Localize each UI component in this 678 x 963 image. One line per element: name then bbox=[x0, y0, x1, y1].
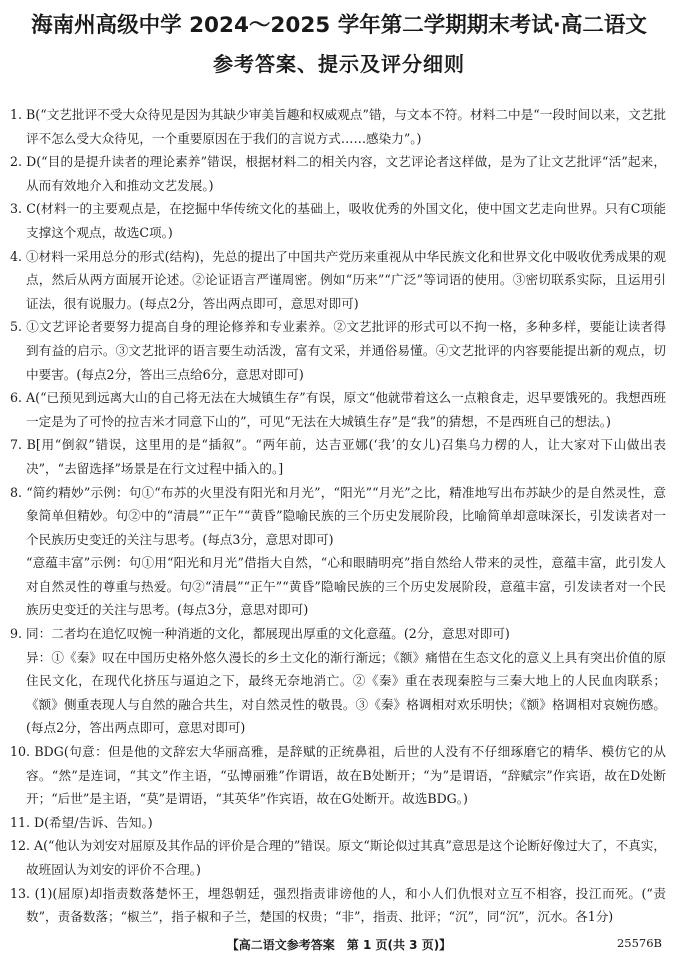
answer-item: 10. BDG(句意：但是他的文辞宏大华丽高雅，是辞赋的正统鼻祖，后世的人没有不仔细琢磨它的精华、模仿它的从容。“然”是连词，“其文”作主语，“弘博丽雅”作谓语，故在B处断开；“为”是谓语，“辞赋宗”作宾语，故在D处断开；“后世”是主语，“莫”是谓语，“其英华”作宾语，故在G处断开。故选BDG。) bbox=[10, 744, 666, 807]
page-subtitle: 参考答案、提示及评分细则 bbox=[213, 52, 465, 76]
page-footer bbox=[0, 936, 678, 956]
answer-item: 4. ①材料一采用总分的形式(结构)，先总的提出了中国共产党历来重视从中华民族文化和世界文化中吸收优秀成果的观点，然后从两方面展开论述。②论证语言严谨周密。例如“历来”“广泛”等词语的使用。③密切联系实际，且运用引证法，很有说服力。(每点2分，答出两点即可，意思对即可) bbox=[10, 248, 666, 311]
answer-continuation: 异：①《秦》叹在中国历史格外悠久漫长的乡土文化的渐行渐远；《额》痛惜在生态文化的意义上具有突出价值的原住民文化，在现代化挤压与逼迫之下，最终无奈地消亡。②《秦》重在表现秦腔与三秦大地上的人民血肉联系；《额》侧重表现人与自然的融合共生，对自然灵性的敬畏。③《秦》格调相对欢乐明快；《额》格调相对哀婉伤感。(每点2分，答出两点即可，意思对即可) bbox=[26, 649, 666, 736]
answer-item: 5. ①文艺评论者要努力提高自身的理论修养和专业素养。②文艺批评的形式可以不拘一格，多种多样，要能让读者得到有益的启示。③文艺批评的语言要生动活泼，富有文采，并通俗易懂。④文艺批评的内容要能提出新的观点，切中要害。(每点2分，答出三点给6分，意思对即可) bbox=[10, 319, 666, 382]
answer-item: 12. A(“他认为刘安对屈原及其作品的评价是合理的”错误。原文“斯论似过其真”意思是这个论断好像过大了，不真实，故班固认为刘安的评价不合理。) bbox=[10, 838, 666, 877]
answer-item: 13. (1)(屈原)却指责数落楚怀王，埋怨朝廷，强烈指责诽谤他的人，和小人们仇恨对立互不相容，投江而死。(“责数”，责备数落；“椒兰”，指子椒和子兰，楚国的权贵；“非”，指责、批评；“沉”，同“沉”，沉水。各1分) bbox=[10, 885, 666, 925]
answer-continuation: “意蕴丰富”示例：句①用“阳光和月光”借指大自然，“心和眼睛明亮”指自然给人带来的灵性，意蕴丰富，此引发人对自然灵性的尊重与热爱。句②“清晨”“正午”“黄昏”隐喻民族的三个历史发展阶段，意蕴丰富，引发读者对一个民族历史变迁的关注与思考。(每点3分，意思对即可) bbox=[26, 555, 666, 618]
answer-item: 7. B[用“倒叙”错误，这里用的是“插叙”。“两年前，达吉亚娜(‘我’的女儿)召集乌力楞的人，让大家对下山做出表决”，“去留选择”场景是在行文过程中插入的。] bbox=[10, 437, 666, 476]
answer-item: 1. B(“文艺批评不受大众待见是因为其缺少审美旨趣和权威观点”错，与文本不符。材料二中是“一段时间以来，文艺批评不怎么受大众待见，一个重要原因在于我们的言说方式……感染力”。) bbox=[10, 107, 666, 146]
footer-page-label: 【高二语文参考答案 第 1 页(共 3 页)】 bbox=[226, 938, 452, 952]
answer-item: 6. A(“已预见到远离大山的自己将无法在大城镇生存”有误，原文“他就带着这么一点粮食走，迟早要饿死的。我想西班一定是为了可怜的拉吉米才同意下山的”，可见“无法在大城镇生存”是“我”的猜想，不是西班自己的想法。) bbox=[10, 390, 666, 429]
answer-item: 2. D(“目的是提升读者的理论素养”错误，根据材料二的相关内容，文艺评论者这样做，是为了让文艺批评“活”起来，从而有效地介入和推动文艺发展。) bbox=[10, 154, 666, 193]
answer-list bbox=[10, 103, 666, 929]
answer-item: 11. D(希望/告诉、告知。) bbox=[10, 814, 153, 830]
answer-item: 9. 同：二者均在追忆叹惋一种消逝的文化，都展现出厚重的文化意蕴。(2分，意思对即可) bbox=[10, 626, 510, 642]
answer-item: 3. C(材料一的主要观点是，在挖掘中华传统文化的基础上，吸收优秀的外国文化，使中国文艺走向世界。只有C项能支撑这个观点，故选C项。) bbox=[10, 201, 666, 240]
answer-item: 8. “简约精妙”示例：句①“布苏的火里没有阳光和月光”，“阳光”“月光”之比，精准地写出布苏缺少的是自然灵性，意象简单但精妙。句②中的“清晨”“正午”“黄昏”隐喻民族的三个历史发展阶段，比喻简单却意味深长，引发读者对一个民族历史变迁的关注与思考。(每点3分，意思对即可) bbox=[10, 484, 666, 547]
footer-exam-code: 25576B bbox=[616, 936, 662, 950]
page-title: 海南州高级中学 2024～2025 学年第二学期期末考试·高二语文 bbox=[31, 13, 647, 38]
